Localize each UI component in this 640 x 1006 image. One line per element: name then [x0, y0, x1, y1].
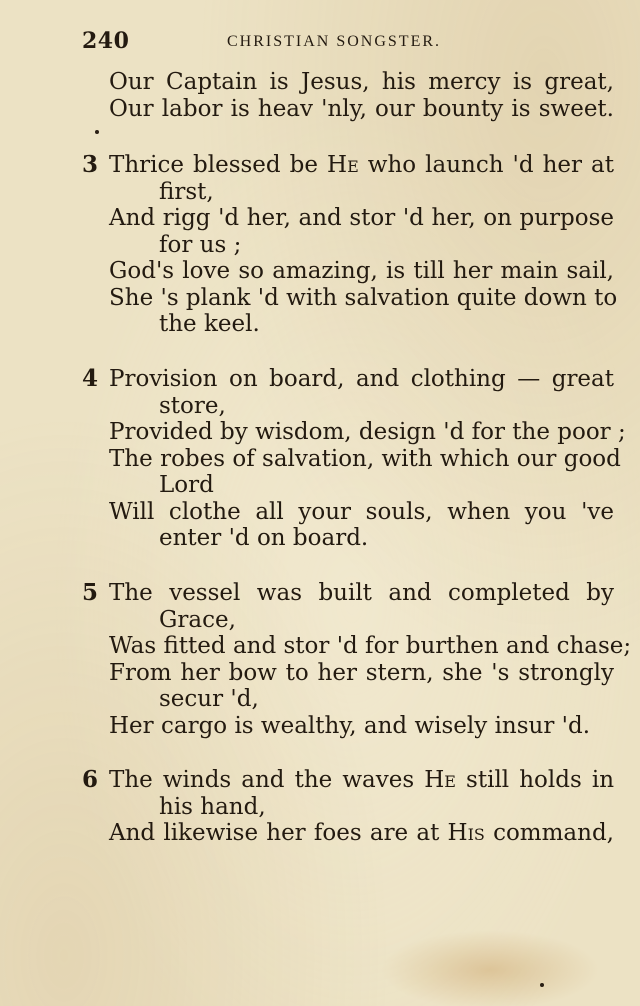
divine-name: He: [424, 767, 456, 793]
verse-line: From her bow to her stern, she 's strongly: [109, 659, 614, 686]
verse-line: Our labor is heav 'nly, our bounty is sweet.: [109, 95, 614, 122]
verse-5: [82, 579, 632, 739]
verse-number: 4: [82, 365, 99, 392]
verse-line: And rigg 'd her, and stor 'd her, on purpose: [109, 205, 614, 231]
verse-line: Our Captain is Jesus, his mercy is great,: [109, 69, 614, 95]
paper-stain: [380, 930, 600, 1006]
verse-line: Grace,: [159, 606, 236, 633]
divine-name: He: [327, 152, 359, 178]
verse-line: And likewise her foes are at His command,: [109, 820, 614, 846]
verse-continuation: [82, 69, 614, 122]
verse-line: Her cargo is wealthy, and wisely insur 'd.: [109, 712, 591, 739]
verse-line: She 's plank 'd with salvation quite down to: [109, 284, 618, 311]
verse-line: The robes of salvation, with which our good: [109, 445, 621, 472]
page-number: 240: [82, 28, 130, 54]
verse-line: the keel.: [159, 311, 260, 337]
verse-line: Provided by wisdom, design 'd for the poor ;: [109, 419, 626, 445]
page-header: [82, 28, 612, 58]
verse-line: God's love so amazing, is till her main sail,: [109, 258, 614, 284]
verse-line: his hand,: [159, 793, 266, 820]
verse-line: for us ;: [159, 231, 242, 258]
verse-number: 3: [82, 151, 99, 178]
verse-line: secur 'd,: [159, 686, 259, 712]
verse-number: 6: [82, 766, 99, 793]
verse-line: The vessel was built and completed by: [109, 580, 614, 606]
verse-6: [82, 767, 614, 847]
verse-line: Provision on board, and clothing — great: [109, 366, 614, 392]
ink-speck: [95, 130, 99, 134]
running-title: CHRISTIAN SONGSTER.: [227, 33, 442, 50]
verse-line: Lord: [159, 472, 214, 498]
ink-speck: [540, 983, 544, 987]
verse-4: [82, 365, 626, 552]
verse-number: 5: [82, 579, 99, 606]
verse-line: Thrice blessed be He who launch 'd her at: [109, 152, 614, 178]
verse-line: The winds and the waves He still holds in: [109, 767, 615, 793]
verse-line: enter 'd on board.: [159, 525, 369, 551]
verse-line: first,: [159, 178, 214, 205]
divine-name: His: [447, 820, 485, 846]
verse-3: [82, 151, 618, 338]
verse-line: Was fitted and stor 'd for burthen and chase;: [109, 633, 632, 659]
verse-line: store,: [159, 392, 226, 419]
verse-line: Will clothe all your souls, when you 've: [109, 498, 614, 525]
